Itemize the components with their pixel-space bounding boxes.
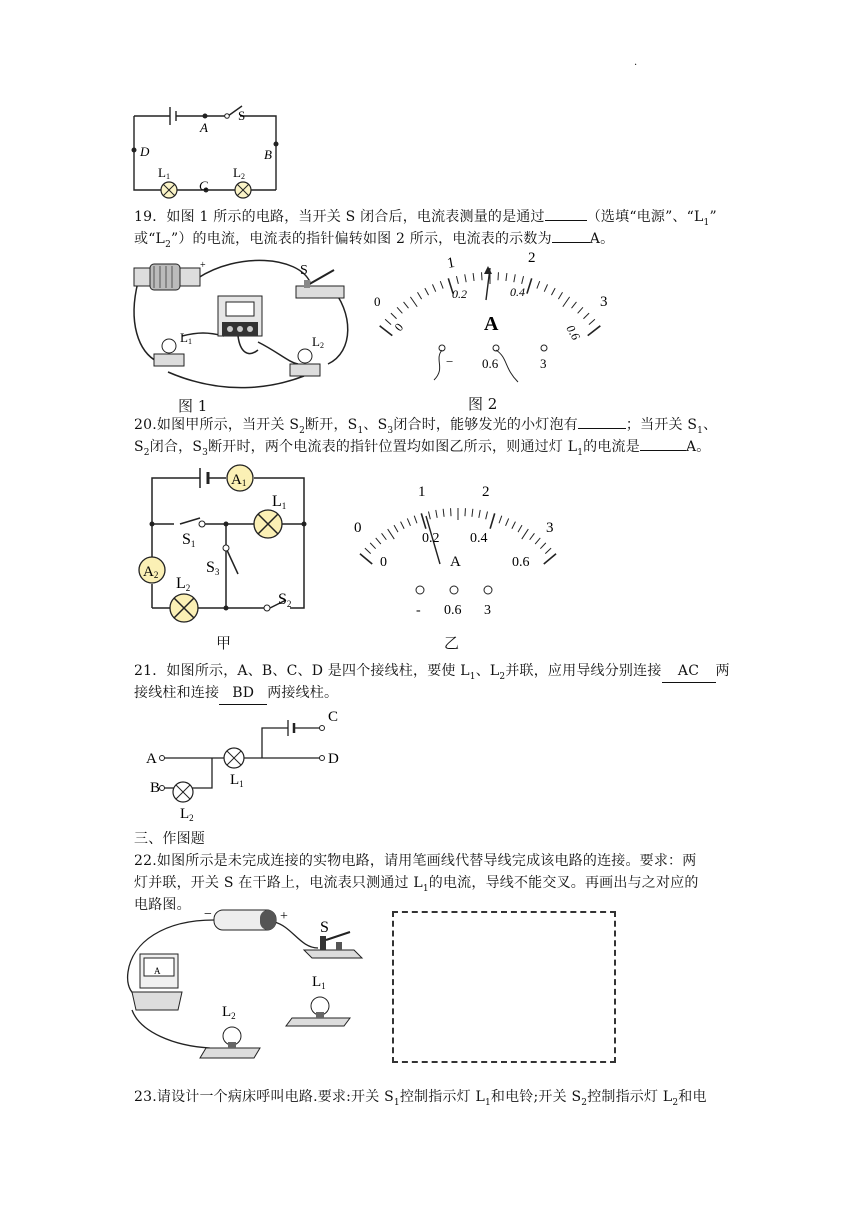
dial-tick bbox=[551, 288, 555, 295]
svg-text:0.6: 0.6 bbox=[444, 603, 462, 618]
svg-text:−: − bbox=[204, 907, 212, 922]
dial-tick bbox=[578, 307, 583, 313]
dial-tick bbox=[370, 543, 375, 549]
svg-text:0.2: 0.2 bbox=[452, 287, 467, 301]
switch-icon bbox=[304, 932, 362, 958]
svg-text:3: 3 bbox=[546, 520, 554, 536]
dial-tick bbox=[407, 518, 410, 525]
dial-tick bbox=[472, 509, 473, 517]
svg-text:0.6: 0.6 bbox=[482, 356, 499, 371]
page-mark: . bbox=[634, 57, 638, 68]
q19-blank2 bbox=[552, 242, 590, 243]
dial-tick bbox=[385, 319, 391, 324]
dial-tick bbox=[506, 273, 507, 281]
ammeter-icon bbox=[218, 296, 262, 336]
dial-tick bbox=[432, 284, 435, 291]
dial-tick bbox=[376, 538, 381, 544]
dial-tick bbox=[443, 509, 444, 517]
svg-text:A2: A2 bbox=[143, 564, 159, 580]
q22-physical-circuit bbox=[124, 902, 364, 1064]
svg-text:A: A bbox=[146, 751, 157, 767]
q21-line1: 21．如图所示，A、B、C、D 是四个接线柱，要使 $L_1$、$L_2$并联，应用导线分别连接 AC 两 bbox=[134, 660, 730, 688]
q21-circuit-diagram bbox=[140, 704, 360, 828]
dial-tick bbox=[360, 554, 372, 564]
dial-tick bbox=[380, 326, 393, 336]
q21-answer1: AC bbox=[662, 660, 716, 683]
battery-icon bbox=[134, 264, 200, 290]
svg-text:3: 3 bbox=[540, 356, 547, 371]
dial-tick bbox=[545, 548, 551, 553]
q19-line1: 19．如图 1 所示的电路，当开关 S 闭合后，电流表测量的是通过 （选填“电源”、“$L_1$” bbox=[134, 209, 717, 228]
dial-tick bbox=[522, 529, 529, 539]
svg-text:L2: $L_2$ bbox=[222, 1004, 236, 1021]
dial-tick bbox=[473, 273, 474, 281]
dial-tick bbox=[522, 276, 524, 284]
dial-tick bbox=[490, 513, 495, 528]
q20-line1: 20.如图甲所示，当开关 $S_2$断开，$S_1$、$S_3$闭合时，能够发光的小灯泡有 ；当开关 $S_1$、 bbox=[134, 417, 718, 436]
dial-tick bbox=[410, 297, 417, 307]
battery-icon bbox=[214, 910, 276, 930]
svg-text:S: S bbox=[238, 108, 246, 123]
svg-text:A: A bbox=[484, 313, 499, 335]
svg-text:S: S bbox=[320, 919, 329, 936]
svg-text:0.6: 0.6 bbox=[512, 555, 530, 570]
lamp-icon bbox=[161, 182, 177, 198]
svg-text:0.4: 0.4 bbox=[470, 531, 488, 546]
svg-text:A: A bbox=[200, 120, 208, 135]
dial-tick bbox=[540, 543, 545, 549]
dial-tick bbox=[506, 518, 509, 525]
svg-text:C: C bbox=[199, 178, 208, 193]
dial-tick bbox=[397, 307, 402, 313]
dial-tick bbox=[425, 288, 429, 295]
dial-tick bbox=[518, 525, 522, 532]
svg-text:D: D bbox=[140, 144, 150, 159]
lamp-icon bbox=[254, 510, 282, 538]
q22-line3: 电路图。 bbox=[134, 897, 191, 913]
dial-tick bbox=[583, 313, 589, 319]
q20-jia-caption: 甲 bbox=[216, 634, 232, 652]
dial-tick bbox=[589, 319, 595, 324]
dial-tick bbox=[428, 511, 430, 519]
dial-tick bbox=[456, 276, 458, 284]
dial-tick bbox=[440, 281, 443, 288]
svg-text:L2: $L_2$ bbox=[180, 806, 194, 823]
dial-tick bbox=[527, 278, 532, 293]
svg-text:B: B bbox=[264, 147, 272, 162]
dial-tick bbox=[558, 292, 562, 299]
dial-tick bbox=[563, 297, 570, 307]
dial-tick bbox=[486, 511, 488, 519]
dial-tick bbox=[388, 529, 395, 539]
svg-text:L1: $L_1$ bbox=[230, 772, 244, 789]
q20-blank2 bbox=[640, 450, 686, 451]
q20-blank1 bbox=[578, 428, 626, 429]
dial-tick bbox=[436, 510, 437, 518]
svg-text:D: D bbox=[328, 751, 339, 767]
dial-tick bbox=[465, 274, 466, 282]
dial-tick bbox=[544, 554, 556, 564]
q19-line2: 或“$L_2$”）的电流，电流表的指针偏转如图 2 所示，电流表的示数为 A。 bbox=[134, 231, 615, 250]
svg-text:S: S bbox=[300, 263, 308, 278]
svg-text:3: 3 bbox=[600, 294, 608, 310]
svg-text:0.6: 0.6 bbox=[563, 322, 584, 343]
dial-tick bbox=[514, 274, 515, 282]
svg-text:2: 2 bbox=[528, 250, 536, 266]
svg-text:1: 1 bbox=[418, 484, 426, 500]
q21-line2: 接线柱和连接 BD 两接线柱。 bbox=[134, 682, 338, 705]
svg-text:0: 0 bbox=[380, 555, 387, 570]
dial-tick bbox=[535, 538, 540, 544]
q20-circuit-diagram bbox=[126, 458, 326, 628]
svg-text:A: A bbox=[154, 966, 161, 976]
q20-line2: $S_2$闭合，$S_3$断开时，两个电流表的指针位置均如图乙所示，则通过灯 $L_1$的电流是 A。 bbox=[134, 439, 711, 458]
svg-text:0: 0 bbox=[374, 294, 381, 309]
dial-tick bbox=[414, 516, 417, 524]
dial-tick bbox=[499, 516, 502, 524]
dial-tick bbox=[512, 522, 516, 529]
ammeter-icon bbox=[132, 954, 182, 1010]
dial-tick bbox=[537, 281, 540, 288]
lamp-icon bbox=[224, 748, 244, 768]
top-circuit-diagram bbox=[120, 98, 290, 202]
svg-text:3: 3 bbox=[484, 603, 491, 618]
dial-tick bbox=[588, 326, 601, 336]
q19-blank1 bbox=[545, 220, 587, 221]
section-three-title: 三、作图题 bbox=[134, 831, 205, 847]
dial-tick bbox=[572, 302, 577, 308]
dial-tick bbox=[479, 510, 480, 518]
svg-text:1: 1 bbox=[445, 254, 457, 272]
dial-tick bbox=[421, 513, 426, 528]
dial-tick bbox=[365, 548, 371, 553]
svg-text:L2: L2 bbox=[176, 575, 191, 593]
q22-line2: 灯并联，开关 S 在干路上，电流表只测通过 $L_1$的电流，导线不能交叉。再画出与之对应的 bbox=[134, 875, 699, 894]
dial-tick bbox=[382, 533, 387, 539]
svg-text:0: 0 bbox=[391, 320, 407, 334]
lamp-icon bbox=[235, 182, 251, 198]
svg-text:L2: L2 bbox=[312, 334, 324, 350]
svg-text:L1: $L_1$ bbox=[312, 974, 326, 991]
dial-tick bbox=[417, 292, 421, 299]
q20-ammeter-dial bbox=[348, 476, 568, 620]
svg-text:L1: L1 bbox=[158, 165, 170, 181]
answer-drawing-box[interactable] bbox=[392, 911, 616, 1063]
bulb-icon bbox=[286, 997, 350, 1026]
svg-text:L2: L2 bbox=[233, 165, 245, 181]
svg-text:L1: L1 bbox=[272, 493, 287, 511]
dial-tick bbox=[391, 313, 397, 319]
svg-text:-: - bbox=[416, 603, 421, 618]
lamp-icon bbox=[173, 782, 193, 802]
svg-text:S1: S1 bbox=[182, 531, 196, 549]
svg-text:A1: A1 bbox=[231, 472, 247, 488]
dial-tick bbox=[404, 302, 409, 308]
svg-text:−: − bbox=[446, 354, 454, 369]
svg-text:0.4: 0.4 bbox=[510, 285, 525, 299]
q19-fig2-caption: 图 2 bbox=[468, 395, 498, 413]
q19-fig1-caption: 图 1 bbox=[178, 397, 208, 415]
svg-text:0: 0 bbox=[354, 520, 362, 536]
dial-tick bbox=[530, 533, 535, 539]
svg-text:0.2: 0.2 bbox=[422, 531, 440, 546]
svg-text:A: A bbox=[450, 554, 461, 570]
svg-text:S3: S3 bbox=[206, 559, 220, 577]
dial-tick bbox=[394, 525, 398, 532]
lamp-icon bbox=[170, 594, 198, 622]
bulb-icon bbox=[200, 1027, 260, 1058]
svg-text:L1: L1 bbox=[180, 330, 192, 346]
dial-tick bbox=[544, 284, 547, 291]
dial-tick bbox=[401, 522, 405, 529]
svg-text:B: B bbox=[150, 780, 161, 796]
svg-text:+: + bbox=[200, 260, 206, 271]
q22-line1: 22.如图所示是未完成连接的实物电路，请用笔画线代替导线完成该电路的连接。要求：两 bbox=[134, 853, 697, 869]
svg-text:2: 2 bbox=[482, 484, 490, 500]
svg-text:+: + bbox=[280, 909, 288, 924]
svg-text:C: C bbox=[328, 709, 339, 725]
q19-physical-circuit bbox=[128, 252, 358, 394]
q19-ammeter-dial bbox=[368, 244, 618, 394]
q23-line1: 23.请设计一个病床呼叫电路.要求:开关 $S_1$控制指示灯 $L_1$和电铃;开关 $S_2$控制指示灯 $L_2$和电 bbox=[134, 1089, 707, 1108]
q21-answer2: BD bbox=[219, 682, 267, 705]
svg-text:S2: S2 bbox=[278, 591, 292, 609]
q20-yi-caption: 乙 bbox=[444, 634, 460, 652]
